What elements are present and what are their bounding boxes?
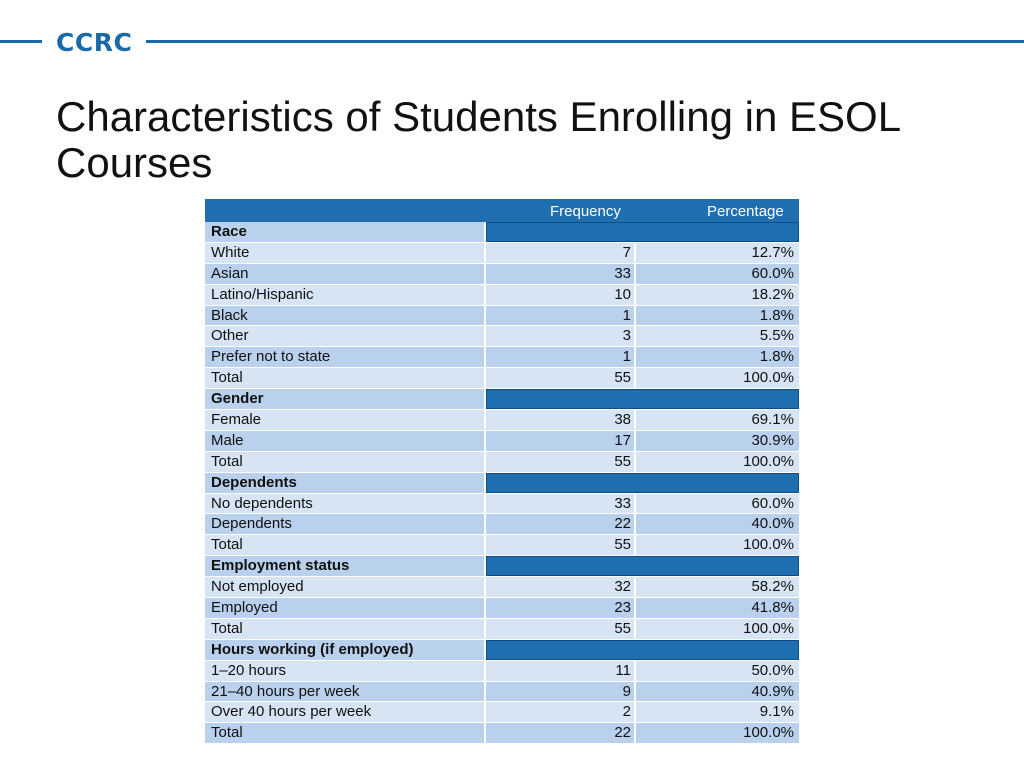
percentage-cell: 30.9% [636, 431, 799, 451]
row-label: Over 40 hours per week [205, 702, 484, 722]
group-divider-bar [486, 389, 799, 409]
frequency-cell: 33 [486, 494, 634, 514]
group-label: Dependents [205, 473, 484, 493]
table-row [205, 431, 799, 452]
header-rule-right [146, 40, 1024, 43]
frequency-cell: 3 [486, 326, 634, 346]
row-label: Dependents [205, 514, 484, 534]
table-row [205, 514, 799, 535]
frequency-cell: 22 [486, 723, 634, 743]
table-row [205, 264, 799, 285]
table-row [205, 452, 799, 473]
table-row [205, 285, 799, 306]
table-row [205, 410, 799, 431]
row-label: Prefer not to state [205, 347, 484, 367]
table-row [205, 598, 799, 619]
percentage-cell: 100.0% [636, 535, 799, 555]
table-row [205, 494, 799, 515]
frequency-cell: 1 [486, 347, 634, 367]
frequency-cell: 55 [486, 535, 634, 555]
table-row [205, 619, 799, 640]
group-divider-bar [486, 556, 799, 576]
table-row [205, 577, 799, 598]
row-label: Not employed [205, 577, 484, 597]
row-label: Total [205, 535, 484, 555]
table-row [205, 702, 799, 723]
percentage-cell: 50.0% [636, 661, 799, 681]
frequency-cell: 23 [486, 598, 634, 618]
table-row [205, 535, 799, 556]
row-label: Employed [205, 598, 484, 618]
row-label: Total [205, 723, 484, 743]
frequency-cell: 10 [486, 285, 634, 305]
percentage-cell: 1.8% [636, 306, 799, 326]
column-header-frequency: Frequency [550, 203, 621, 220]
group-header-row [205, 556, 799, 577]
percentage-cell: 100.0% [636, 452, 799, 472]
frequency-cell: 55 [486, 452, 634, 472]
row-label: Black [205, 306, 484, 326]
percentage-cell: 41.8% [636, 598, 799, 618]
column-header-percentage: Percentage [707, 203, 784, 220]
row-label: Total [205, 368, 484, 388]
frequency-cell: 11 [486, 661, 634, 681]
percentage-cell: 100.0% [636, 368, 799, 388]
frequency-cell: 7 [486, 243, 634, 263]
percentage-cell: 69.1% [636, 410, 799, 430]
row-label: Total [205, 452, 484, 472]
frequency-cell: 1 [486, 306, 634, 326]
percentage-cell: 1.8% [636, 347, 799, 367]
percentage-cell: 60.0% [636, 494, 799, 514]
group-header-row [205, 640, 799, 661]
group-divider-bar [486, 640, 799, 660]
group-divider-bar [486, 222, 799, 242]
slide-title: Characteristics of Students Enrolling in ESOL Courses [56, 93, 900, 186]
group-divider-bar [486, 473, 799, 493]
frequency-cell: 38 [486, 410, 634, 430]
group-header-row [205, 389, 799, 410]
table-body [205, 222, 799, 744]
frequency-cell: 32 [486, 577, 634, 597]
table-header-row [205, 199, 799, 222]
percentage-cell: 100.0% [636, 723, 799, 743]
frequency-cell: 55 [486, 619, 634, 639]
row-label: No dependents [205, 494, 484, 514]
percentage-cell: 5.5% [636, 326, 799, 346]
frequency-cell: 9 [486, 682, 634, 702]
group-label: Race [205, 222, 484, 242]
percentage-cell: 18.2% [636, 285, 799, 305]
percentage-cell: 100.0% [636, 619, 799, 639]
row-label: Other [205, 326, 484, 346]
row-label: 1–20 hours [205, 661, 484, 681]
row-label: 21–40 hours per week [205, 682, 484, 702]
percentage-cell: 12.7% [636, 243, 799, 263]
header-rule-left [0, 40, 42, 43]
row-label: Latino/Hispanic [205, 285, 484, 305]
frequency-cell: 22 [486, 514, 634, 534]
group-header-row [205, 473, 799, 494]
percentage-cell: 9.1% [636, 702, 799, 722]
percentage-cell: 40.0% [636, 514, 799, 534]
table-row [205, 326, 799, 347]
group-label: Gender [205, 389, 484, 409]
row-label: Male [205, 431, 484, 451]
table-row [205, 723, 799, 744]
frequency-cell: 2 [486, 702, 634, 722]
table-row [205, 682, 799, 703]
frequency-cell: 17 [486, 431, 634, 451]
row-label: White [205, 243, 484, 263]
table-row [205, 347, 799, 368]
group-label: Hours working (if employed) [205, 640, 484, 660]
ccrc-logo: CCRC [56, 28, 133, 57]
row-label: Total [205, 619, 484, 639]
row-label: Female [205, 410, 484, 430]
group-label: Employment status [205, 556, 484, 576]
percentage-cell: 60.0% [636, 264, 799, 284]
characteristics-table [205, 199, 799, 744]
percentage-cell: 58.2% [636, 577, 799, 597]
table-row [205, 243, 799, 264]
table-row [205, 368, 799, 389]
frequency-cell: 33 [486, 264, 634, 284]
row-label: Asian [205, 264, 484, 284]
group-header-row [205, 222, 799, 243]
table-row [205, 661, 799, 682]
table-row [205, 306, 799, 327]
frequency-cell: 55 [486, 368, 634, 388]
percentage-cell: 40.9% [636, 682, 799, 702]
